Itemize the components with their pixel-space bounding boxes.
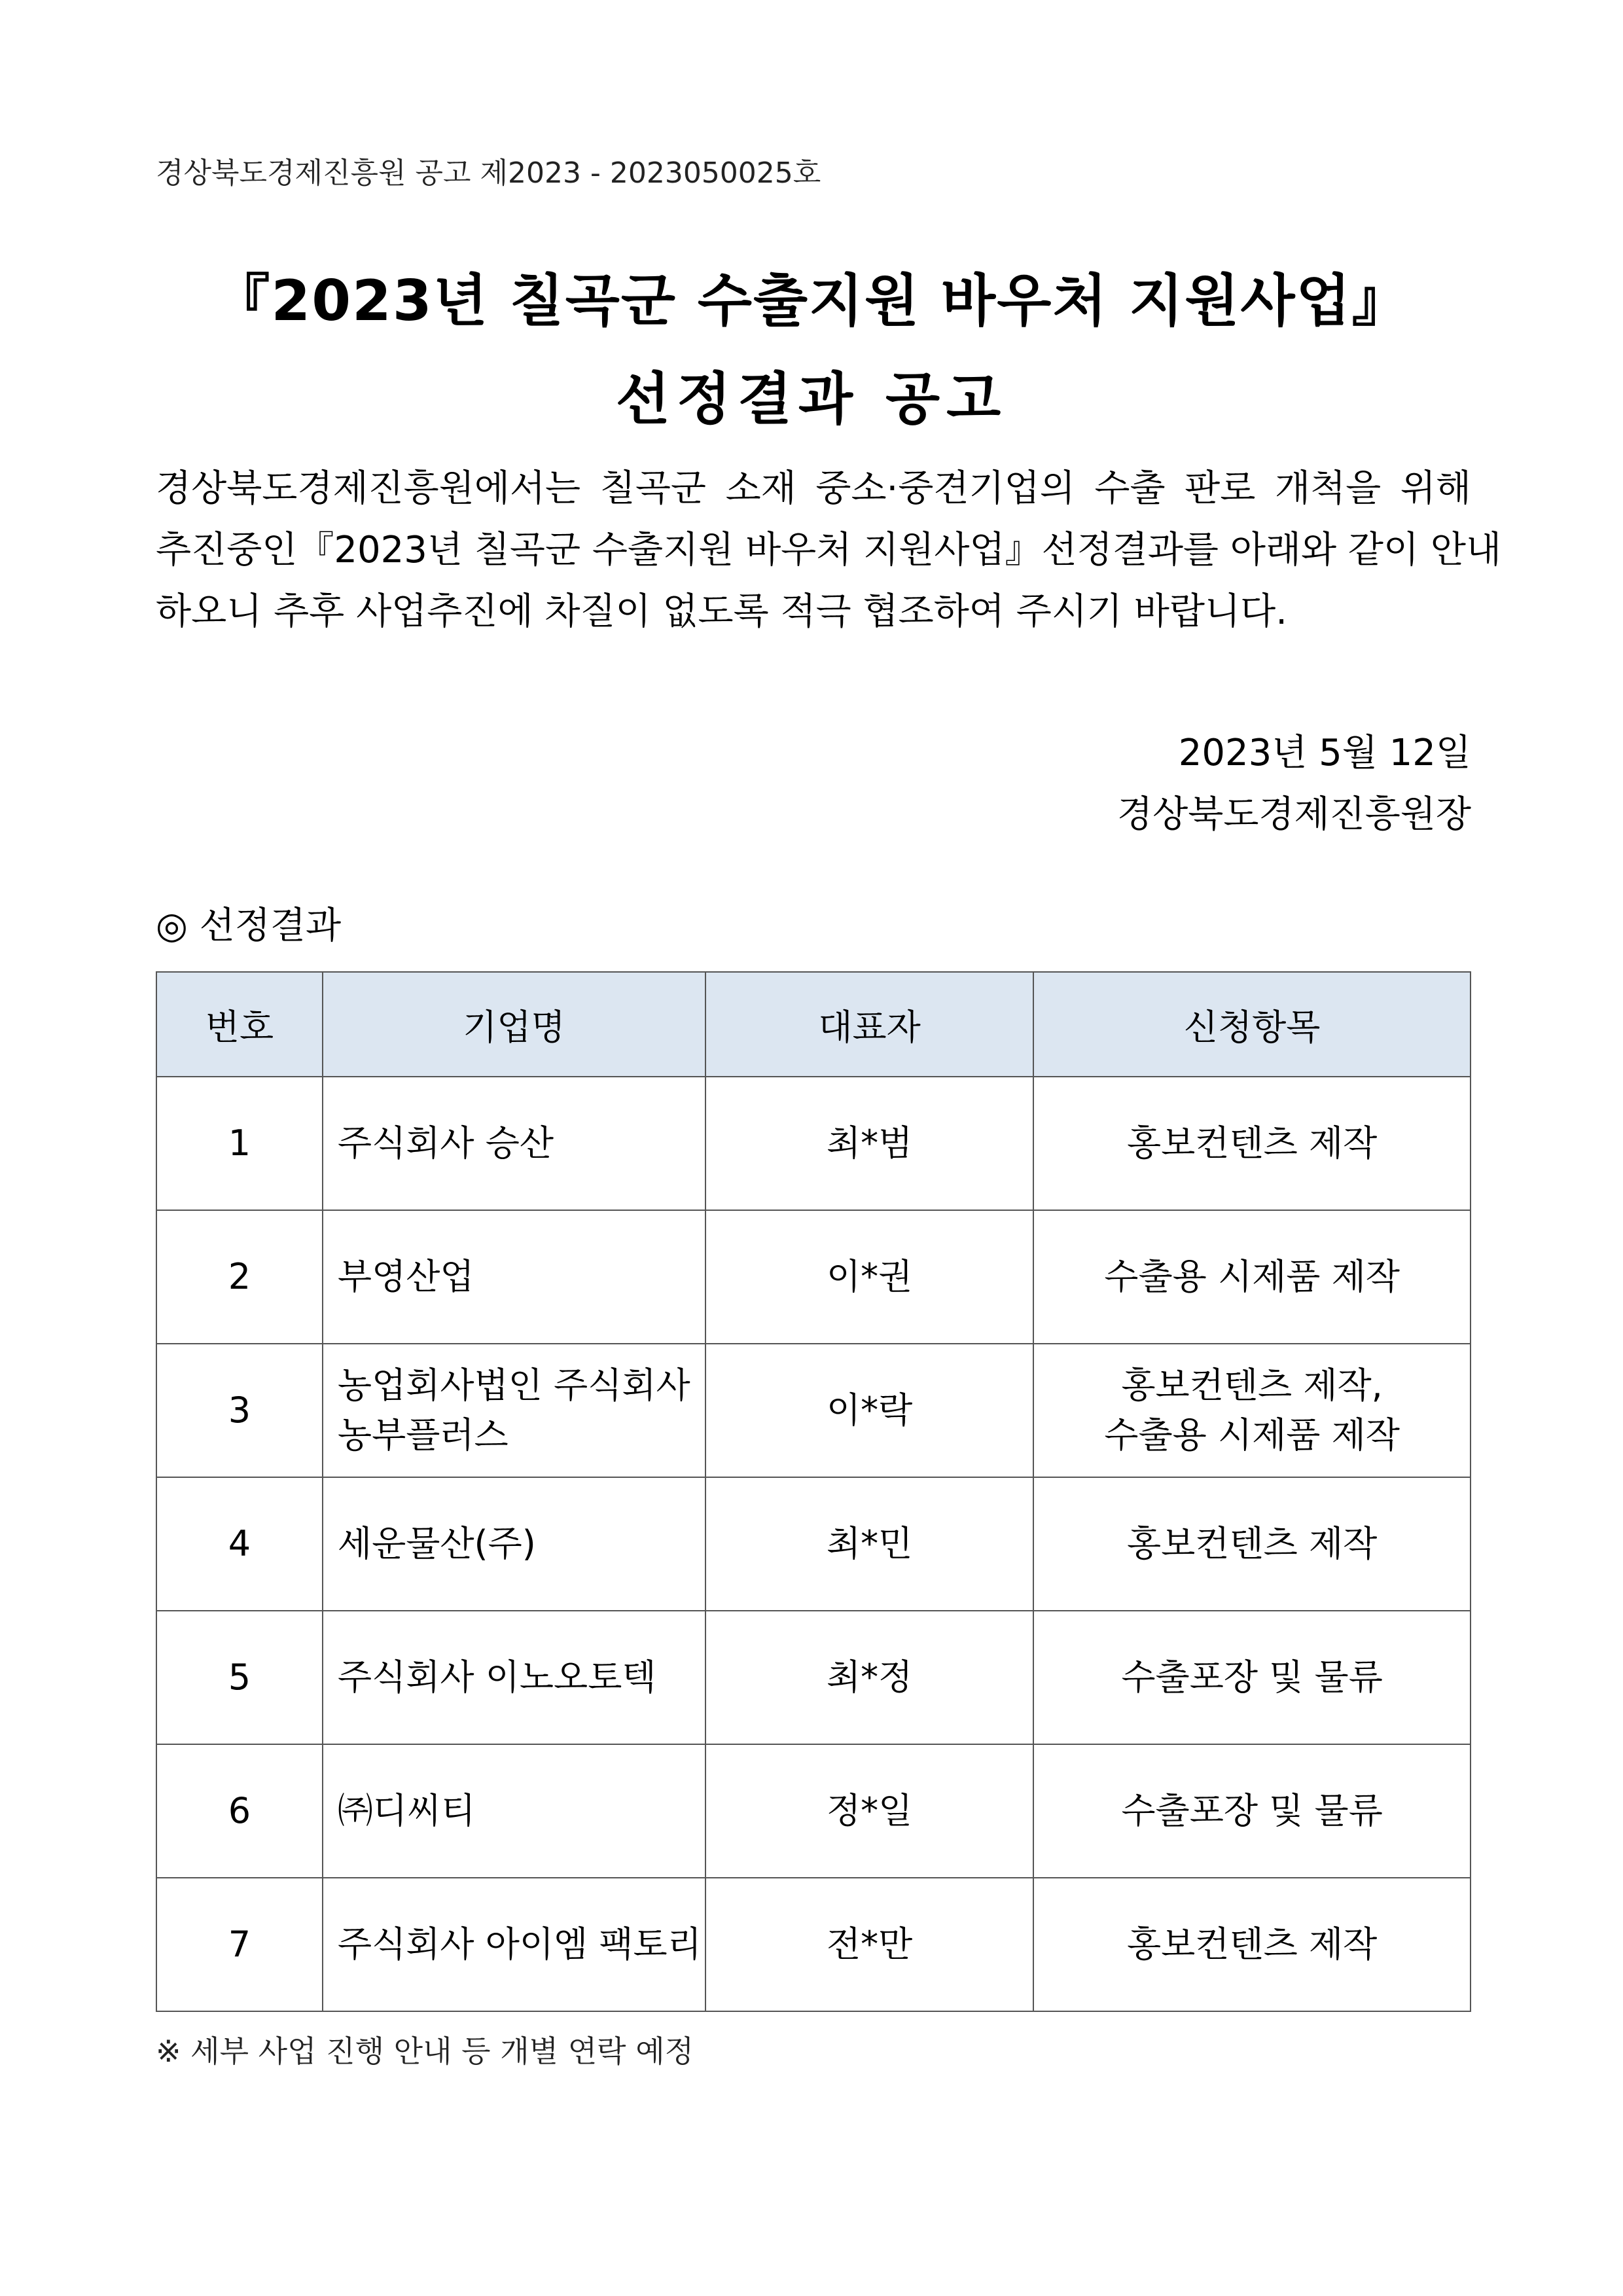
- cell-company: 주식회사 이노오토텍: [323, 1611, 705, 1744]
- table-row: [156, 1344, 1471, 1477]
- cell-representative: 이*락: [705, 1344, 1033, 1477]
- cell-number: 1: [156, 1077, 323, 1210]
- section-heading: ◎ 선정결과: [156, 905, 342, 947]
- announcement-date: 2023년 5월 12일: [1178, 732, 1471, 774]
- cell-number: 7: [156, 1878, 323, 2011]
- cell-company: 주식회사 승산: [323, 1077, 705, 1210]
- body-line: 하오니 추후 사업추진에 차질이 없도록 적극 협조하여 주시기 바랍니다.: [156, 590, 1287, 633]
- company-line: 농업회사법인 주식회사: [337, 1365, 690, 1406]
- cell-application-item: [1033, 1344, 1471, 1477]
- cell-application-item: 수출포장 및 물류: [1033, 1611, 1471, 1744]
- document-subtitle: 선정결과 공고: [615, 367, 1008, 432]
- cell-number: 2: [156, 1210, 323, 1344]
- cell-company: ㈜디씨티: [323, 1744, 705, 1878]
- cell-company: [323, 1344, 705, 1477]
- cell-application-item: 홍보컨텐츠 제작: [1033, 1477, 1471, 1611]
- cell-number: 4: [156, 1477, 323, 1611]
- table-row: [156, 1210, 1471, 1344]
- table-header-row: [156, 972, 1471, 1077]
- header-representative: 대표자: [705, 972, 1033, 1077]
- body-line: 경상북도경제진흥원에서는 칠곡군 소재 중소·중견기업의 수출 판로 개척을 위해: [156, 467, 1471, 510]
- cell-representative: 최*민: [705, 1477, 1033, 1611]
- results-table: [156, 971, 1471, 2012]
- cell-application-item: 수출포장 및 물류: [1033, 1744, 1471, 1878]
- body-line: 추진중인『2023년 칠곡군 수출지원 바우처 지원사업』선정결과를 아래와 같이 안내: [156, 529, 1502, 571]
- document-title: 『2023년 칠곡군 수출지원 바우처 지원사업』: [213, 268, 1410, 334]
- cell-company: 부영산업: [323, 1210, 705, 1344]
- header-number: 번호: [156, 972, 323, 1077]
- cell-representative: 이*권: [705, 1210, 1033, 1344]
- cell-company: 세운물산(주): [323, 1477, 705, 1611]
- cell-number: 6: [156, 1744, 323, 1878]
- table-row: [156, 1744, 1471, 1878]
- header-application-item: 신청항목: [1033, 972, 1471, 1077]
- table-row: [156, 1477, 1471, 1611]
- body-paragraph: [156, 458, 1502, 643]
- footnote: ※ 세부 사업 진행 안내 등 개별 연락 예정: [156, 2034, 694, 2069]
- cell-representative: 전*만: [705, 1878, 1033, 2011]
- cell-application-item: 홍보컨텐츠 제작: [1033, 1077, 1471, 1210]
- cell-representative: 최*범: [705, 1077, 1033, 1210]
- cell-number: 3: [156, 1344, 323, 1477]
- header-company: 기업명: [323, 972, 705, 1077]
- notice-number: 경상북도경제진흥원 공고 제2023 - 2023050025호: [156, 156, 821, 190]
- cell-application-item: 홍보컨텐츠 제작: [1033, 1878, 1471, 2011]
- table-row: [156, 1611, 1471, 1744]
- item-line: 홍보컨텐츠 제작,: [1121, 1365, 1383, 1406]
- cell-company: 주식회사 아이엠 팩토리: [323, 1878, 705, 2011]
- cell-application-item: 수출용 시제품 제작: [1033, 1210, 1471, 1344]
- issuing-organization: 경상북도경제진흥원장: [1117, 793, 1471, 836]
- cell-representative: 정*일: [705, 1744, 1033, 1878]
- table-row: [156, 1878, 1471, 2011]
- table-row: [156, 1077, 1471, 1210]
- cell-number: 5: [156, 1611, 323, 1744]
- cell-representative: 최*정: [705, 1611, 1033, 1744]
- company-line: 농부플러스: [337, 1414, 508, 1456]
- item-line: 수출용 시제품 제작: [1104, 1414, 1400, 1456]
